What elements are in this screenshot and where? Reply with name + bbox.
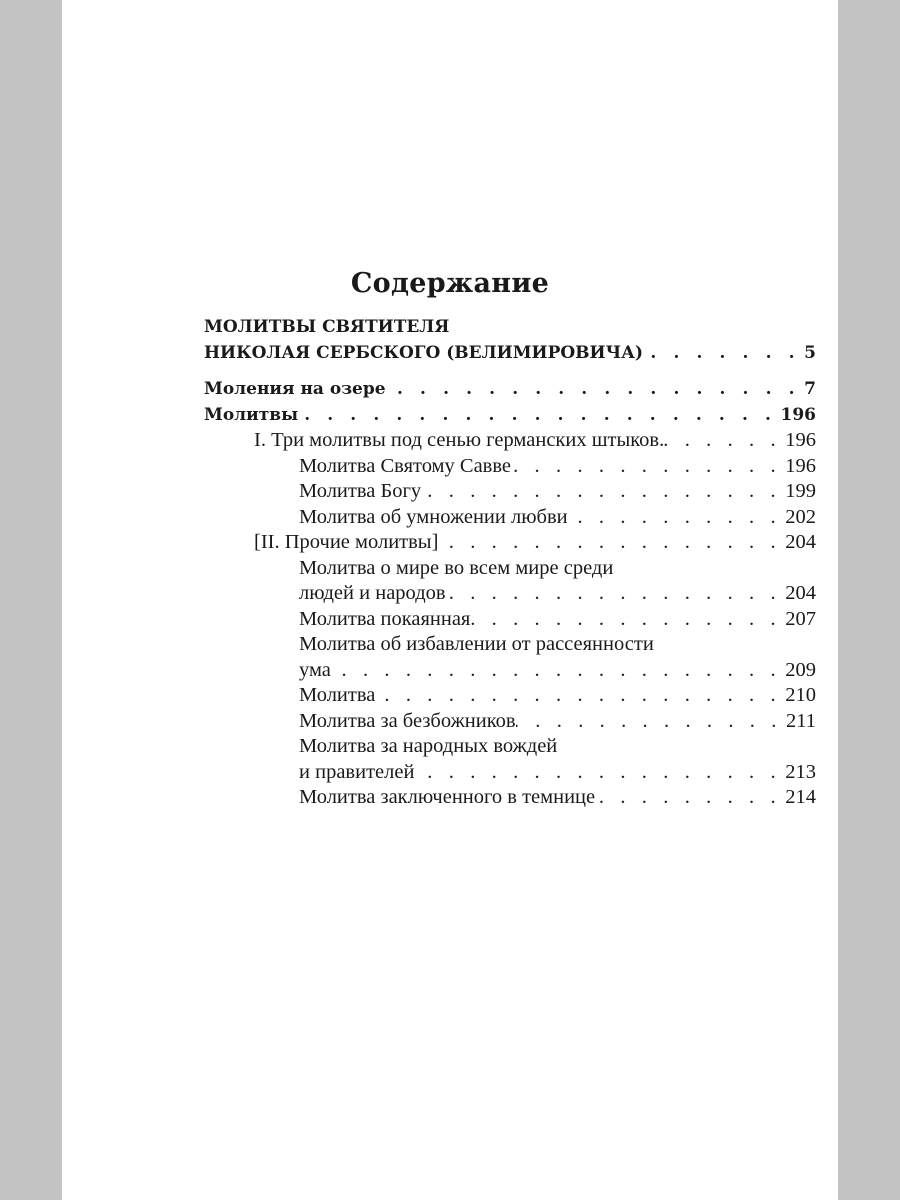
toc-item-entry[interactable] — [299, 453, 816, 479]
toc-dot-leader — [414, 759, 781, 785]
toc-page-number: 5 — [804, 343, 816, 363]
toc-entry-title-line2: и правителей — [299, 761, 415, 783]
toc-dot-leader — [470, 606, 781, 632]
toc-item-entry-line1 — [299, 555, 816, 581]
toc-page-number: 214 — [785, 786, 816, 808]
toc-page-number: 196 — [785, 455, 816, 477]
toc-page-number: 211 — [786, 710, 816, 732]
toc-page-number: 207 — [785, 608, 816, 630]
toc-dot-leader — [568, 504, 782, 530]
toc-dot-leader — [664, 427, 781, 453]
toc-page-number: 202 — [785, 506, 816, 528]
toc-item-entry-line1 — [299, 733, 816, 759]
toc-entry-title: [II. Прочие молитвы] — [254, 531, 439, 553]
toc-dot-leader — [595, 784, 781, 810]
toc-entry-title-line1: Молитва об избавлении от рассеянности — [299, 633, 654, 655]
toc-item-entry-line1 — [299, 631, 816, 657]
toc-group-entry[interactable] — [254, 529, 816, 555]
toc-entry-title: Молитва Святому Савве — [299, 455, 512, 477]
toc-item-entry[interactable] — [299, 784, 816, 810]
toc-dot-leader — [298, 402, 776, 428]
toc-item-entry[interactable] — [299, 657, 816, 683]
toc-item-entry[interactable] — [299, 504, 816, 530]
toc-dot-leader — [446, 580, 782, 606]
toc-dot-leader — [386, 376, 801, 402]
toc-page-number: 210 — [785, 684, 816, 706]
page-title: Содержание — [350, 268, 550, 299]
toc-dot-leader — [438, 529, 781, 555]
toc-entry-title-line1: Молитва о мире во всем мире среди — [299, 557, 614, 579]
toc-page-number: 196 — [780, 405, 816, 425]
toc-entry-title: Молитва об умножении любви — [299, 506, 568, 528]
toc-entry-title: Молитва — [299, 684, 376, 706]
toc-part-title-line2: НИКОЛАЯ СЕРБСКОГО (ВЕЛИМИРОВИЧА) — [204, 343, 644, 363]
toc-entry-title: Молитва покаянная — [299, 608, 471, 630]
toc-entry-title: I. Три молитвы под сенью германских штыков. — [254, 429, 665, 451]
toc-dot-leader — [375, 682, 781, 708]
toc-section-entry[interactable] — [204, 376, 816, 402]
toc-entry-title: Молитва Богу — [299, 480, 422, 502]
toc-entry-title: Молитвы — [204, 405, 299, 425]
toc-page-number: 196 — [785, 429, 816, 451]
toc-dot-leader — [421, 478, 781, 504]
toc-dot-leader — [331, 657, 781, 683]
toc-item-entry[interactable] — [299, 606, 816, 632]
toc-item-entry[interactable] — [299, 682, 816, 708]
toc-entry-title: Молитва за безбожников — [299, 710, 516, 732]
toc-dot-leader — [511, 453, 781, 479]
toc-entry-title-line2: ума — [299, 659, 331, 681]
toc-page-number: 209 — [785, 659, 816, 681]
toc-entry-title-line1: Молитва за народных вождей — [299, 735, 558, 757]
toc-item-entry[interactable] — [299, 759, 816, 785]
toc-group-entry[interactable] — [254, 427, 816, 453]
toc-dot-leader — [643, 340, 800, 366]
toc-part-heading-line1 — [204, 314, 816, 340]
toc-page-number: 204 — [785, 582, 816, 604]
toc-dot-leader — [516, 708, 782, 734]
toc-page-number: 204 — [785, 531, 816, 553]
book-page — [62, 0, 838, 1200]
toc-page-number: 199 — [785, 480, 816, 502]
toc-item-entry[interactable] — [299, 478, 816, 504]
toc-part-title-line1: МОЛИТВЫ СВЯТИТЕЛЯ — [204, 317, 450, 337]
toc-entry-title: Молитва заключенного в темнице — [299, 786, 596, 808]
toc-entry-title-line2: людей и народов — [299, 582, 446, 604]
toc-part-heading[interactable] — [204, 340, 816, 366]
toc-section-entry[interactable] — [204, 402, 816, 428]
toc-page-number: 213 — [785, 761, 816, 783]
toc-item-entry[interactable] — [299, 708, 816, 734]
toc-entry-title: Моления на озере — [204, 379, 386, 399]
toc-page-number: 7 — [804, 379, 816, 399]
toc-item-entry[interactable] — [299, 580, 816, 606]
